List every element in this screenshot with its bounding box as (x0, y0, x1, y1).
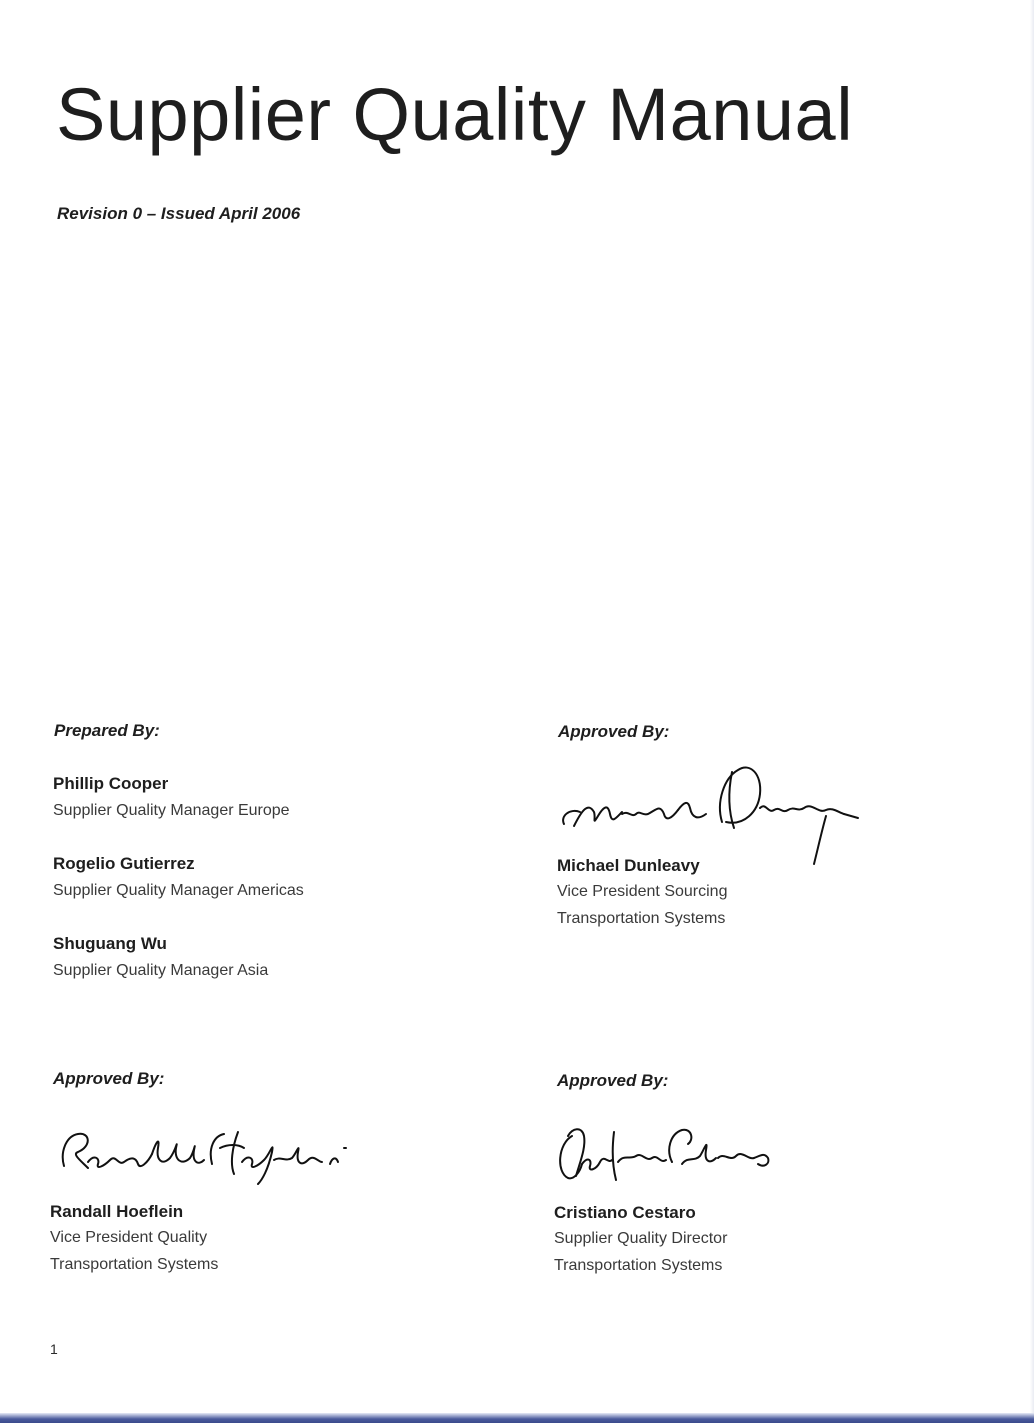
approver-org: Transportation Systems (557, 910, 726, 927)
approver-role: Vice President Quality (50, 1229, 208, 1246)
revision-line: Revision 0 – Issued April 2006 (57, 204, 301, 223)
preparer-name: Phillip Cooper (53, 774, 169, 793)
approved-by-label: Approved By: (53, 1069, 165, 1088)
preparer-role: Supplier Quality Manager Europe (53, 802, 290, 819)
prepared-by-label: Prepared By: (54, 721, 160, 740)
preparer-name: Rogelio Gutierrez (53, 854, 195, 873)
document-title: Supplier Quality Manual (56, 73, 854, 156)
approver-role: Supplier Quality Director (554, 1230, 728, 1247)
approved-by-label: Approved By: (557, 1071, 669, 1090)
signature-dunleavy (556, 752, 866, 872)
preparer-name: Shuguang Wu (53, 934, 167, 953)
approver-name: Michael Dunleavy (557, 856, 700, 875)
preparer-role: Supplier Quality Manager Asia (53, 962, 269, 979)
signature-hoeflein (52, 1118, 372, 1188)
approver-name: Randall Hoeflein (50, 1202, 184, 1221)
approver-role: Vice President Sourcing (557, 883, 728, 900)
preparer-role: Supplier Quality Manager Americas (53, 882, 304, 899)
approved-by-label: Approved By: (558, 722, 670, 741)
page-edge-right (1030, 0, 1034, 1423)
approver-org: Transportation Systems (50, 1256, 219, 1273)
signature-cestaro (552, 1116, 782, 1196)
approver-name: Cristiano Cestaro (554, 1203, 696, 1222)
page-edge-bottom (0, 1413, 1034, 1423)
page-number: 1 (50, 1341, 58, 1357)
approver-org: Transportation Systems (554, 1257, 723, 1274)
